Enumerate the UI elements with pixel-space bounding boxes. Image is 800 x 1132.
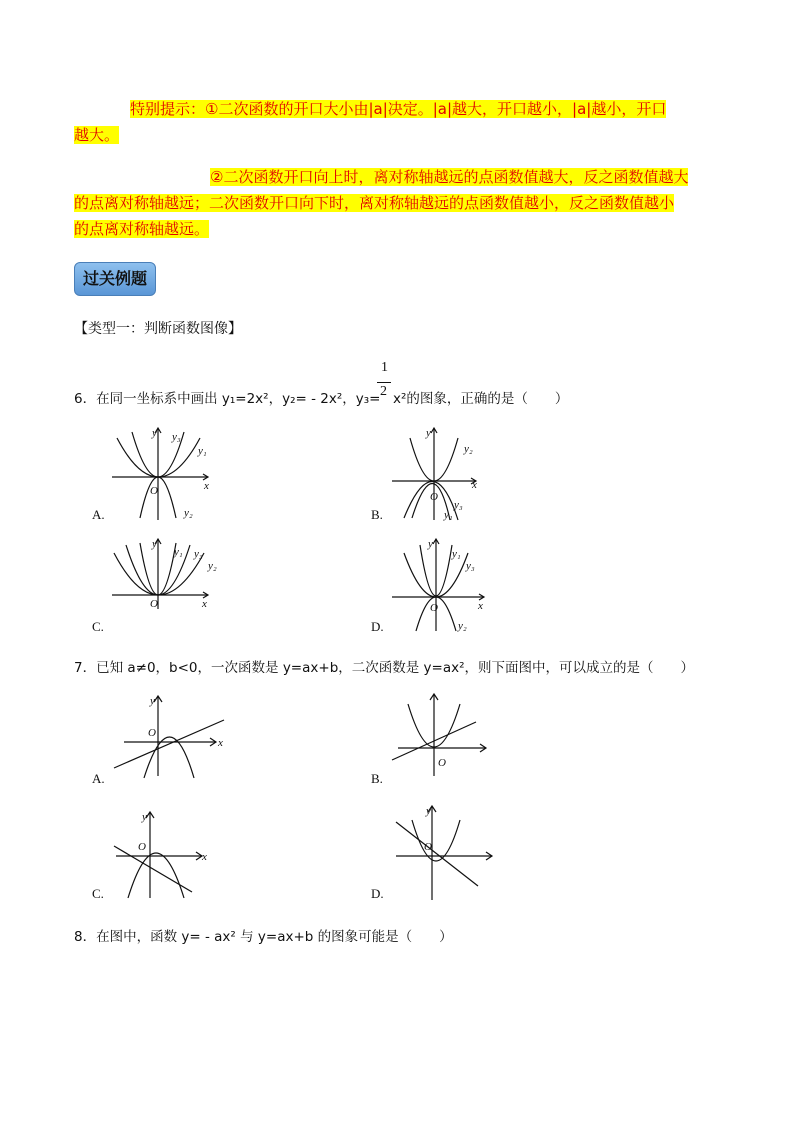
y3-label: y₃ bbox=[194, 548, 203, 560]
y-label: y bbox=[142, 811, 147, 823]
type-heading: 【类型一：判断函数图像】 bbox=[74, 321, 242, 337]
q7-text: 7．已知 a≠0，b<0，一次函数是 y=ax+b，二次函数是 y=ax²，则下面图中，可以成立的是（ ） bbox=[74, 660, 695, 676]
x-label: x bbox=[478, 600, 483, 612]
y-label: y bbox=[152, 538, 157, 550]
y3-label: y₃ bbox=[454, 499, 463, 511]
tip-2 bbox=[74, 164, 728, 242]
q6-text-after: x²的图象，正确的是（ ） bbox=[393, 391, 569, 407]
x-label: x bbox=[202, 851, 207, 863]
x-label: x bbox=[218, 737, 223, 749]
origin-label: O bbox=[430, 491, 438, 503]
origin-label: O bbox=[424, 841, 432, 853]
x-label: x bbox=[472, 479, 477, 491]
tip-2-line-1: ②二次函数开口向上时，离对称轴越远的点函数值越大，反之函数值越大 bbox=[210, 168, 689, 186]
q6-option-a: A. bbox=[92, 507, 105, 522]
y2-label: y₂ bbox=[208, 560, 217, 572]
q7-option-b: B. bbox=[371, 771, 383, 786]
x-label: x bbox=[202, 598, 207, 610]
y1-label: y₁ bbox=[198, 445, 207, 457]
y-label: y bbox=[426, 805, 431, 817]
origin-label: O bbox=[150, 598, 158, 610]
line bbox=[114, 720, 224, 768]
origin-label: O bbox=[430, 602, 438, 614]
q7-graph-a bbox=[112, 690, 232, 780]
y2-label: y₂ bbox=[184, 507, 193, 519]
q6-graph-a bbox=[112, 424, 222, 524]
line bbox=[396, 822, 478, 886]
section-badge: 过关例题 bbox=[74, 262, 156, 296]
y-label: y bbox=[150, 695, 155, 707]
q8-text: 8．在图中，函数 y= - ax² 与 y=ax+b 的图象可能是（ ） bbox=[74, 929, 453, 945]
tip-2-line-2: 的点离对称轴越远；二次函数开口向下时，离对称轴越远的点函数值越小，反之函数值越小 bbox=[74, 194, 675, 212]
q6-option-b: B. bbox=[371, 507, 383, 522]
origin-label: O bbox=[148, 727, 156, 739]
q6-graph-b bbox=[392, 424, 492, 524]
origin-label: O bbox=[150, 485, 158, 497]
y1-label: y₁ bbox=[452, 548, 461, 560]
y-label: y bbox=[428, 538, 433, 550]
q7-option-d: D. bbox=[371, 886, 384, 901]
y2-label: y₂ bbox=[458, 620, 467, 632]
q6-frac-num: 1 bbox=[381, 360, 388, 375]
y2-label: y₂ bbox=[464, 443, 473, 455]
y1-label: y₁ bbox=[174, 546, 183, 558]
y3-label: y₃ bbox=[172, 431, 181, 443]
tip-1-line-2: 越大。 bbox=[74, 126, 120, 144]
q7-graph-c bbox=[112, 806, 222, 901]
q6-graph-d bbox=[392, 535, 492, 635]
origin-label: O bbox=[438, 757, 446, 769]
parabola bbox=[144, 737, 194, 778]
origin-label: O bbox=[138, 841, 146, 853]
q6-text-before: 6．在同一坐标系中画出 y₁=2x²，y₂= - 2x²，y₃= bbox=[74, 391, 381, 407]
q7-graph-d bbox=[392, 802, 502, 902]
tip-1 bbox=[74, 96, 728, 148]
tip-2-line-3: 的点离对称轴越远。 bbox=[74, 220, 210, 238]
q6-frac-bar bbox=[377, 382, 391, 383]
q7-option-c: C. bbox=[92, 886, 104, 901]
q7-graph-b bbox=[390, 690, 500, 780]
x-label: x bbox=[204, 480, 209, 492]
tip-1-line-1: 特别提示：①二次函数的开口大小由|a|决定。|a|越大，开口越小，|a|越小，开口 bbox=[130, 100, 667, 118]
q6-option-c: C. bbox=[92, 619, 104, 634]
q7-option-a: A. bbox=[92, 771, 105, 786]
y-label: y bbox=[152, 427, 157, 439]
parabola-y2 bbox=[114, 553, 204, 595]
y3-label: y₃ bbox=[466, 560, 475, 572]
y-label: y bbox=[426, 427, 431, 439]
y1-label: y₁ bbox=[444, 509, 453, 521]
q6-graph-c bbox=[112, 535, 222, 615]
q6-option-d: D. bbox=[371, 619, 384, 634]
q6-frac-den: 2 bbox=[380, 384, 387, 399]
